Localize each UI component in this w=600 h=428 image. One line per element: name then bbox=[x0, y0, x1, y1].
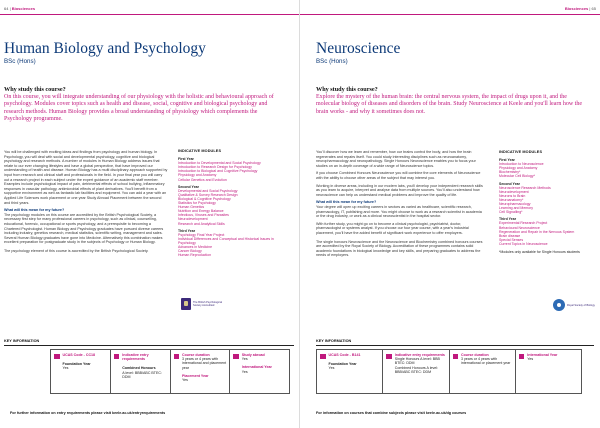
description-paragraph: If you choose Combined Honours Neuroscience you will combine the core elements of Neuroscience with the ability to choose other areas of the subject that may interest you. bbox=[316, 171, 481, 180]
module-item: Molecular Cell Biology* bbox=[499, 174, 535, 179]
career-text: The psychology modules on this course are accredited by the British Psychological Society, a necessary first step for many professional careers in psychology, such as clinical, counselling, educational, forensic, occupational or sports psychology, and a prerequisite to becoming a Chartered Psychologist. Human Biology and Psychology graduates have pursued diverse careers including industry, genetics research, medical statistics, scientific writing, management and sales. Several Human Biology graduates have gone into Medicine. Alternatively this combination makes excellent preparation for postgraduate study in the subjects of Psychology or Human Biology. bbox=[4, 212, 164, 245]
module-item: Qualitative & Survey Research Design bbox=[178, 192, 238, 197]
key-value: Yes bbox=[62, 366, 69, 371]
year-heading: Second Year bbox=[499, 181, 520, 186]
globe-icon bbox=[233, 354, 239, 360]
key-label: UCAS Code - B141 bbox=[328, 353, 361, 357]
module-item: Physiology and Anatomy bbox=[499, 166, 538, 171]
key-cell-entry bbox=[383, 350, 449, 393]
key-label: Study abroad bbox=[241, 353, 265, 357]
key-value: Combined Honours bbox=[122, 366, 156, 371]
header-rule bbox=[300, 14, 600, 15]
key-cell-ucas bbox=[51, 350, 111, 393]
section-name: Biosciences bbox=[564, 6, 589, 11]
module-item: Learning and Memory bbox=[499, 206, 534, 211]
module-item: Biological & Cognitive Psychology bbox=[178, 196, 231, 201]
module-item: Nutrition and Energy Balance bbox=[178, 209, 224, 214]
year-heading: Second Year bbox=[178, 184, 199, 189]
crest-icon bbox=[181, 298, 191, 310]
module-item: Current Topics in Neuroscience bbox=[499, 241, 548, 246]
clock-icon bbox=[174, 354, 180, 360]
career-text: Your degree will open up exciting careers in sectors as varied as healthcare, scientific research, pharmacology, IT, publishing and more. You might choose to work as a research scientist in academia or the drug industry, or work as a clinical neuroscientist in the hospital sector. bbox=[316, 204, 482, 219]
key-rule bbox=[316, 345, 594, 346]
module-item: Human Reproduction bbox=[178, 253, 212, 258]
logo-text: The British Psychological Society Accredited bbox=[193, 301, 222, 307]
key-label: International Year bbox=[527, 353, 558, 357]
key-value: Foundation Year bbox=[328, 362, 357, 367]
entry-icon bbox=[386, 354, 392, 360]
key-value: A level: BBB/ABC BTEC: DDM bbox=[122, 370, 162, 379]
module-item: Behavioural Neuroscience bbox=[499, 225, 540, 230]
year-heading: Third Year bbox=[499, 217, 517, 222]
module-item: Advances in Medicine bbox=[178, 244, 213, 249]
why-text: Explore the mystery of the human brain: the central nervous system, the impact of drugs upon it, and the molecular biology of diseases and disorders of the brain. Study Neuroscience at Keele and you'll learn how the brain works - and why it sometimes does not. bbox=[316, 94, 583, 115]
key-information-box bbox=[316, 349, 582, 394]
module-item: Human Genetics bbox=[178, 205, 205, 210]
key-label: Course duration bbox=[182, 353, 210, 357]
key-label: Indicative entry requirements bbox=[122, 353, 149, 362]
key-label: Indicative entry requirements bbox=[394, 353, 445, 357]
key-value: Yes bbox=[182, 378, 188, 383]
indicative-modules bbox=[178, 149, 290, 257]
year-heading: First Year bbox=[178, 157, 194, 162]
course-description bbox=[316, 150, 484, 261]
modules-heading: INDICATIVE MODULES bbox=[178, 149, 222, 153]
page-folio: Biosciences | 65 bbox=[564, 6, 596, 11]
career-heading: What will this mean for my future? bbox=[316, 200, 377, 205]
key-value: Yes bbox=[328, 366, 335, 371]
globe-icon bbox=[519, 354, 525, 360]
right-page bbox=[300, 0, 600, 428]
module-item: Physiology and Anatomy bbox=[178, 173, 217, 178]
key-information-heading: KEY INFORMATION bbox=[4, 339, 40, 343]
accreditation-logo bbox=[181, 298, 229, 310]
course-title: Human Biology and Psychology bbox=[4, 40, 206, 57]
career-heading: What will this mean for my future? bbox=[4, 208, 65, 213]
key-cell-duration bbox=[450, 350, 516, 393]
key-rule bbox=[4, 345, 294, 346]
year-heading: First Year bbox=[499, 158, 515, 163]
key-cell-study-abroad bbox=[230, 350, 289, 393]
key-cell-international bbox=[516, 350, 581, 393]
module-item: Neurodevelopment bbox=[178, 217, 208, 222]
module-item: Cell Signalling* bbox=[499, 210, 523, 215]
page-number: 65 bbox=[591, 6, 596, 11]
module-item: Neurodevelopment bbox=[499, 189, 529, 194]
why-heading: Why study this course? bbox=[316, 86, 378, 93]
module-item: Cancer Biology bbox=[178, 249, 202, 254]
module-item: Individual Differences and Conceptual and Historical Issues in Psychology bbox=[178, 236, 274, 245]
module-item: Biochemistry* bbox=[499, 170, 521, 175]
society-logo-icon bbox=[553, 299, 565, 311]
course-award: BSc (Hons) bbox=[316, 58, 348, 65]
module-item: Neurons to Brain bbox=[499, 193, 526, 198]
accreditation-note: The single honours Neuroscience and the Neuroscience and Biochemistry combined honours courses are accredited by the Royal Society of Biology. Accreditation of these programmes contains solid academic foundations in biological knowledge and key skills, and preparing graduates to address the needs of employers. bbox=[316, 239, 483, 258]
modules-heading: INDICATIVE MODULES bbox=[499, 150, 543, 154]
key-information-heading: KEY INFORMATION bbox=[316, 339, 352, 343]
module-item: Research and Analytical Skills bbox=[178, 221, 225, 226]
description-paragraph: Working in diverse areas, including in our modern labs, you'll develop your independent research skills as you learn to acquire, interpret and analyse data from multiple sources. You'll also understand how neuroscience can help us understand medical problems and improve the quality of life. bbox=[316, 183, 483, 197]
key-value: Yes bbox=[241, 357, 248, 362]
module-item: Developmental and Social Psychology bbox=[178, 188, 238, 193]
key-value: 3 years or 4 years with international and placement year bbox=[182, 357, 227, 370]
indicative-modules bbox=[499, 150, 595, 254]
footer-note: For further information on entry requirements please visit keele.ac.uk/entryrequirements bbox=[10, 411, 166, 415]
page-number: 64 bbox=[4, 6, 9, 11]
why-text: On this course, you will integrate understanding of our physiology with the holistic and behavioural approach of psychology. Modules cover topics such as health and disease, social, cognitive and biological psychology and research methods. Human Biology provides a broad understanding of physiology which complements the Psychology programme. bbox=[4, 94, 274, 123]
key-cell-entry bbox=[111, 350, 171, 393]
key-value: 3 years or 4 years with international or placement year bbox=[461, 357, 511, 366]
year-heading: Third Year bbox=[178, 228, 196, 233]
key-cell-duration bbox=[171, 350, 231, 393]
key-value: Yes bbox=[241, 369, 248, 374]
course-description bbox=[4, 150, 168, 256]
module-item: Neuroanatomy* bbox=[499, 197, 524, 202]
module-item: Regeneration and Repair in the Nervous System bbox=[499, 229, 575, 234]
description-paragraph: You'll discover how we learn and remember, how our brains control the body, and how the brain regenerates and repairs itself. You could study interesting disciplines such as neuroanatomy, neuropharmacology and neuropathology. Single Honours Neuroscience enables you to focus your studies on an in-depth coverage of a wide range of Neuroscience topics. bbox=[316, 150, 476, 168]
key-value: Foundation Year bbox=[62, 362, 91, 367]
module-item: Introduction to Developmental and Social Psychology bbox=[178, 161, 261, 166]
ucas-icon bbox=[54, 354, 60, 360]
module-item: Special Senses bbox=[499, 237, 524, 242]
key-label: Course duration bbox=[461, 353, 489, 357]
key-label: Placement Year bbox=[182, 373, 209, 378]
accreditation-logo bbox=[553, 299, 600, 311]
clock-icon bbox=[453, 354, 459, 360]
footer-note: For information on courses that combine subjects please visit keele.ac.uk/dg courses bbox=[316, 411, 467, 415]
entry-icon bbox=[114, 354, 120, 360]
key-label: International Year bbox=[241, 365, 272, 370]
course-award: BSc (Hons) bbox=[4, 58, 36, 65]
key-value: Yes bbox=[527, 357, 534, 362]
module-item: Neuroscience Research Methods bbox=[499, 185, 551, 190]
accreditation-note: The psychology element of this course is accredited by the British Psychological Society. bbox=[4, 248, 149, 253]
module-item: Introduction to Research Design for Psychology bbox=[178, 165, 252, 170]
ucas-icon bbox=[320, 354, 326, 360]
career-text: With further study, you might go on to become a clinical psychologist, psychiatrist, doctor, pharmacologist or systems analyst. If you choose our four year course, with a year's industrial placement, you'll have the added benefit of significant work experience to offer employers. bbox=[316, 221, 469, 235]
page-folio: 64 | Biosciences bbox=[4, 6, 36, 11]
modules-availability-note: *Modules only available for Single Honours students bbox=[499, 249, 580, 254]
key-value: Single Honours A level: BBB BTEC: DDM bbox=[394, 357, 440, 366]
module-item: Cellular Genetics and Evolution bbox=[178, 177, 227, 182]
module-item: Infectious, Viruses and Parasites bbox=[178, 213, 229, 218]
key-information-box bbox=[50, 349, 290, 394]
module-item: Psychology Final Year Project bbox=[178, 232, 225, 237]
module-item: Brain disease bbox=[499, 233, 521, 238]
section-name: Biosciences bbox=[11, 6, 36, 11]
course-title: Neuroscience bbox=[316, 40, 401, 57]
module-item: Introduction to Biological and Cognitive Psychology bbox=[178, 169, 258, 174]
module-item: Introduction to Neuroscience bbox=[499, 162, 544, 167]
key-cell-ucas bbox=[317, 350, 383, 393]
description-paragraph: You will be challenged with exciting ideas and findings from psychology and human biology. In Psychology, you will deal with social and developmental psychology, cognitive and biological psychology and research methods. A number of modules in Human Biology address issues that relate to our ever changing lifestyles and have a global perspective, that have improved our understanding of health and disease. Human Biology has a multi disciplinary approach supported by input from research and clinical staff and professionals in the field. In your final year you will carry out a research project in each subject under the expert guidance of an academic staff member. Examples include psychological impact of pain, detrimental effects of school bullying, inflammatory responses in vascular pathology, antimicrobial effects of plant derivatives. You'll benefit from a supportive environment as well as fantastic lab facilities and equipment. You can add a year with an Applied Life Sciences work placement or one year Study Abroad Placement between the second and third years. bbox=[4, 150, 168, 205]
why-heading: Why study this course? bbox=[4, 86, 66, 93]
header-rule bbox=[0, 14, 300, 15]
key-value: Combined Honours A level: BBB/ABC BTEC: DDM bbox=[394, 365, 439, 374]
module-item: Statistics for Psychology bbox=[178, 201, 216, 206]
logo-text: Royal Society of Biology bbox=[567, 303, 595, 307]
key-label: UCAS Code - CC18 bbox=[62, 353, 96, 357]
module-item: Neuropharmacology bbox=[499, 202, 531, 207]
module-item: Experimental Research Project bbox=[499, 221, 548, 226]
